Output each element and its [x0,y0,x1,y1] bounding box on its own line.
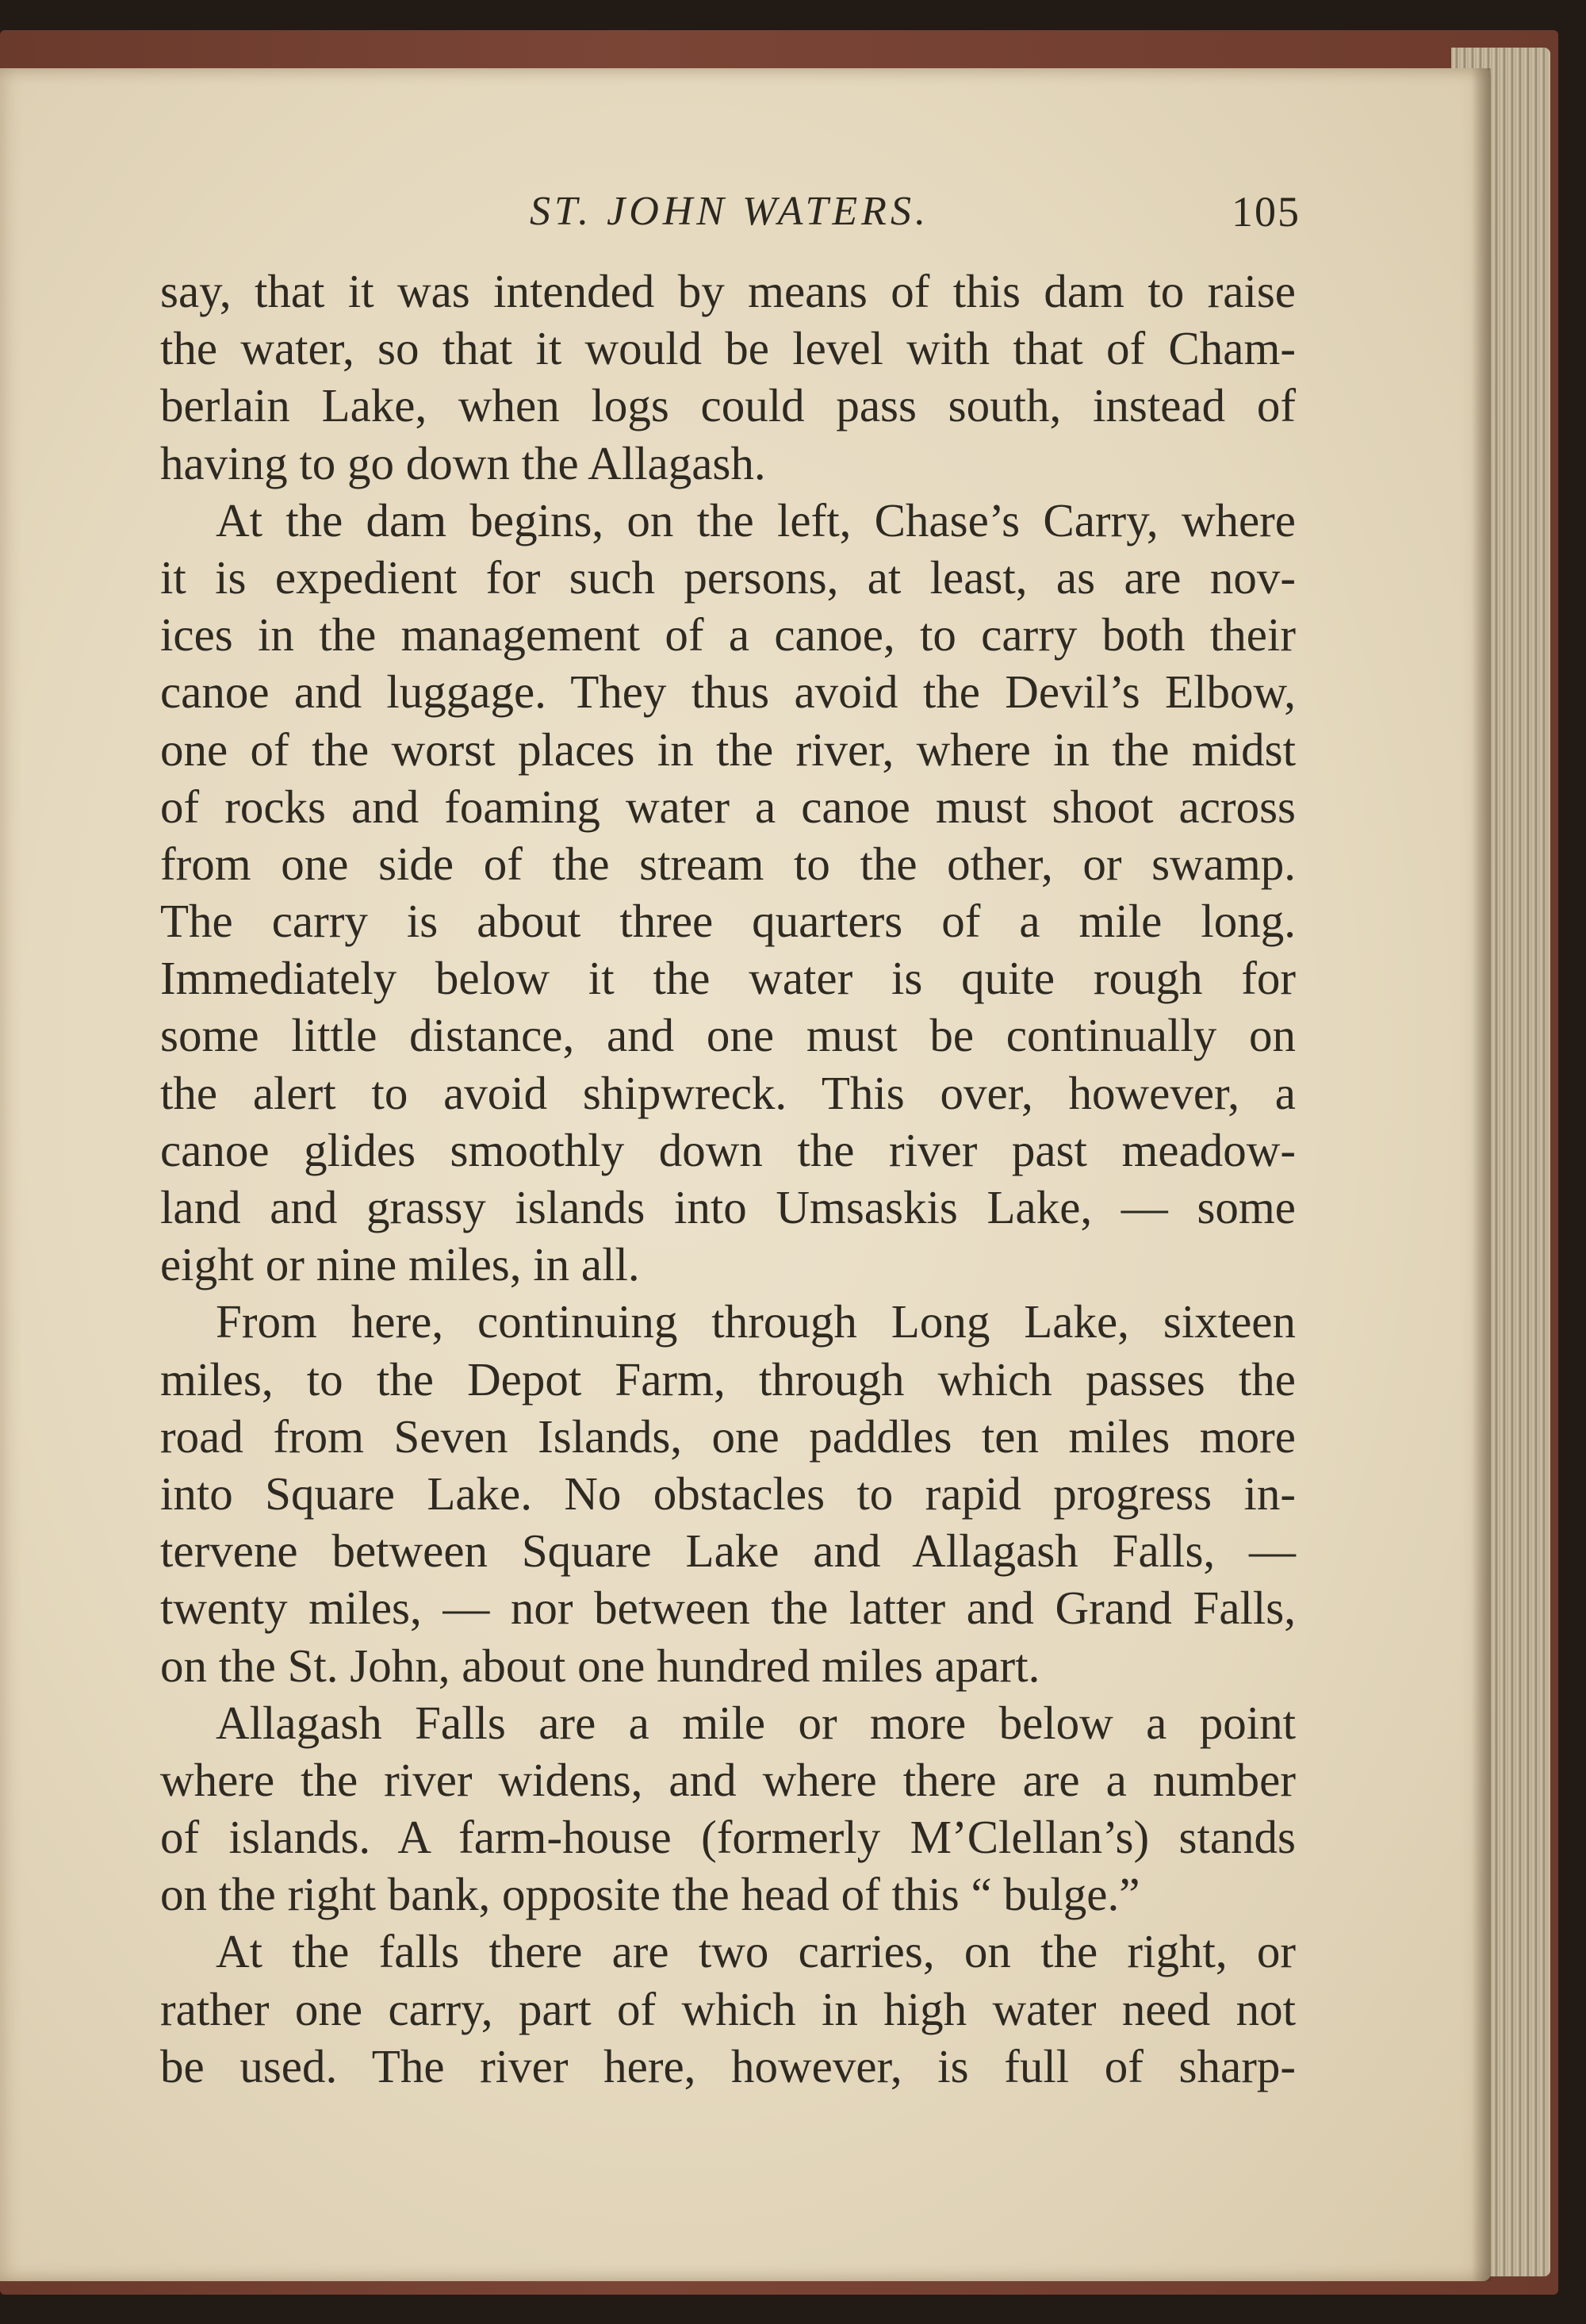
text-line: it is expedient for such persons, at least, as are nov- [160,550,1296,604]
text-line: from one side of the stream to the other, or swamp. [160,837,1296,890]
text-line: twenty miles, — nor between the latter and Grand Falls, [160,1582,1296,1635]
text-line: where the river widens, and where there are a number [160,1753,1296,1806]
text-line: ices in the management of a canoe, to carry both their [160,608,1296,662]
running-head [159,176,1301,247]
text-line: be used. The river here, however, is full of sharp- [160,2039,1296,2092]
text-line: berlain Lake, when logs could pass south, instead of [160,379,1296,432]
text-line: having to go down the Allagash. [160,436,766,489]
text-line: the alert to avoid shipwreck. This over, however, a [160,1066,1296,1119]
text-line: say, that it was intended by means of this dam to raise [160,265,1296,317]
text-line: on the St. John, about one hundred miles apart. [160,1639,1040,1692]
text-line: land and grassy islands into Umsaskis Lake, — some [160,1181,1296,1233]
text-line: of rocks and foaming water a canoe must shoot across [160,780,1296,833]
text-line: into Square Lake. No obstacles to rapid progress in- [160,1467,1296,1520]
text-line: of islands. A farm-house (formerly M’Clellan’s) stands [160,1811,1296,1864]
text-line: one of the worst places in the river, where in the midst [160,723,1296,776]
text-line: From here, continuing through Long Lake, sixteen [216,1295,1296,1348]
text-line: the water, so that it would be level with that of Cham- [160,322,1296,375]
text-line: Allagash Falls are a mile or more below a point [216,1696,1296,1749]
page-number: 105 [1232,188,1301,236]
text-line: Immediately below it the water is quite rough for [160,952,1296,1005]
text-line: road from Seven Islands, one paddles ten miles more [160,1409,1296,1463]
book-page [0,68,1491,2281]
text-line: At the dam begins, on the left, Chase’s Carry, where [216,493,1296,546]
text-line: The carry is about three quarters of a mile long. [160,895,1296,948]
running-title: ST. JOHN WATERS. [530,189,929,234]
text-line: canoe and luggage. They thus avoid the Devil’s Elbow, [160,665,1296,719]
text-line: on the right bank, opposite the head of this “ bulge.” [160,1868,1140,1921]
text-line: eight or nine miles, in all. [160,1238,640,1291]
body-text [160,263,1296,2095]
text-line: At the falls there are two carries, on the right, or [216,1925,1296,1978]
text-line: tervene between Square Lake and Allagash Falls, — [160,1524,1296,1578]
text-line: rather one carry, part of which in high water need not [160,1982,1296,2035]
text-line: some little distance, and one must be continually on [160,1009,1296,1062]
text-line: canoe glides smoothly down the river past meadow- [160,1123,1296,1176]
text-line: miles, to the Depot Farm, through which passes the [160,1352,1296,1406]
